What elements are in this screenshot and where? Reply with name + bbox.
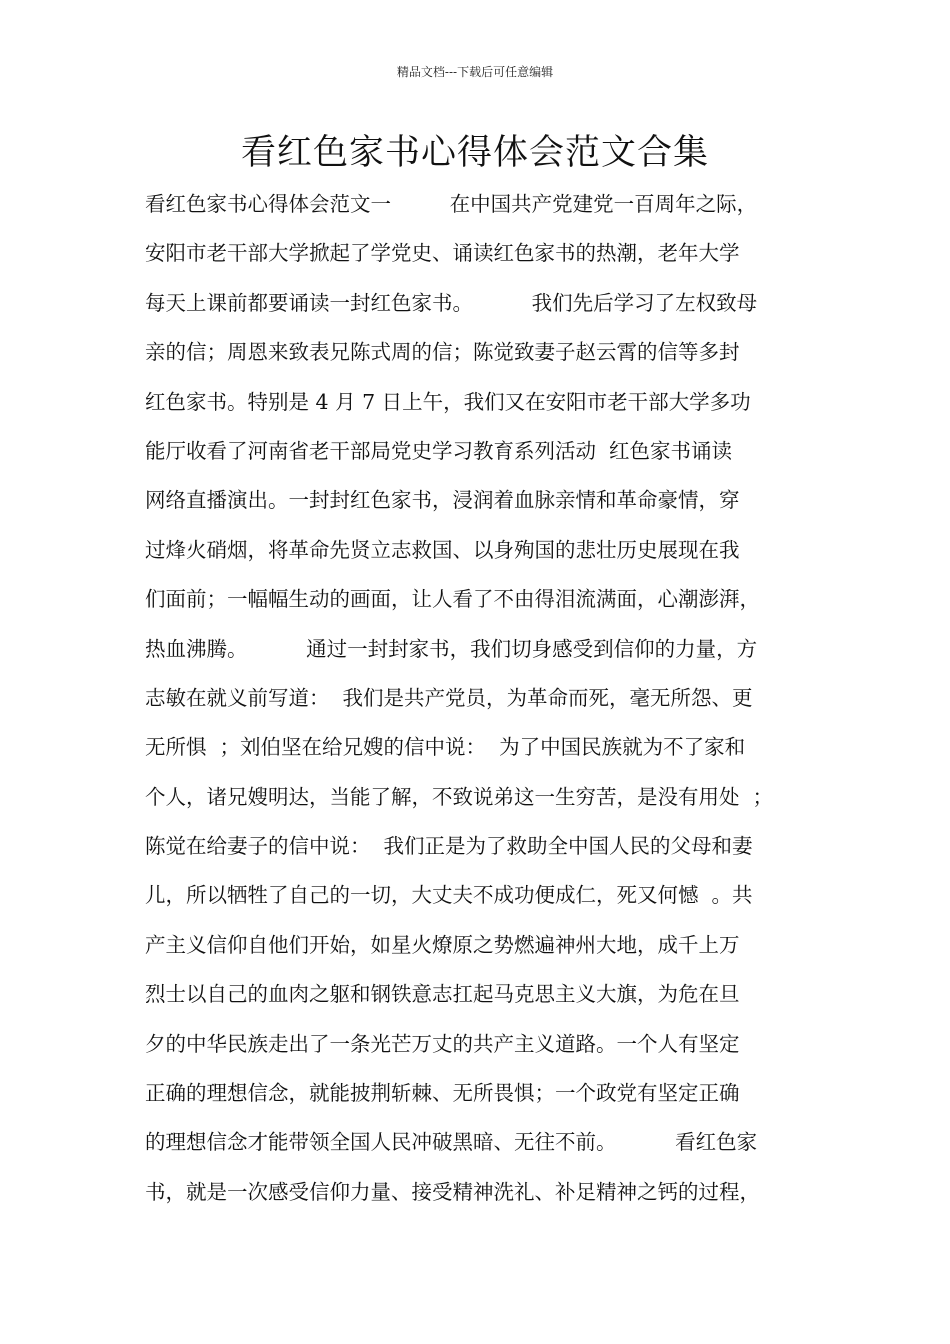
body-line: 个人，诸兄嫂明达，当能了解，不致说弟这一生穷苦，是没有用处 ； (145, 784, 774, 809)
body-line: 志敏在就义前写道： 我们是共产党员，为革命而死，毫无所怨、更 (145, 685, 753, 710)
body-line: 看红色家书心得体会范文一 在中国共产党建党一百周年之际， (145, 192, 758, 216)
body-line: 能厅收看了河南省老干部局党史学习教育系列活动 红色家书诵读 (145, 438, 733, 463)
body-line: 的理想信念才能带领全国人民冲破黑暗、无往不前。 看红色家 (145, 1130, 758, 1155)
body-line: 红色家书。特别是 4 月 7 日上午，我们又在安阳市老干部大学多功 (145, 389, 751, 414)
body-line: 每天上课前都要诵读一封红色家书。 我们先后学习了左权致母 (145, 290, 758, 315)
document-body (145, 180, 825, 1217)
body-line: 产主义信仰自他们开始，如星火燎原之势燃遍神州大地，成千上万 (145, 932, 740, 957)
body-line: 夕的中华民族走出了一条光芒万丈的共产主义道路。一个人有坚定 (145, 1031, 740, 1056)
page-header: 精品文档---下载后可任意编辑 (396, 65, 554, 79)
body-line: 无所惧 ；刘伯坚在给兄嫂的信中说： 为了中国民族就为不了家和 (145, 735, 746, 760)
body-line: 安阳市老干部大学掀起了学党史、诵读红色家书的热潮，老年大学 (145, 241, 740, 266)
body-line: 陈觉在给妻子的信中说： 我们正是为了救助全中国人民的父母和妻 (145, 834, 753, 859)
body-line: 正确的理想信念，就能披荆斩棘、无所畏惧；一个政党有坚定正确 (145, 1081, 740, 1106)
body-line: 们面前；一幅幅生动的画面，让人看了不由得泪流满面，心潮澎湃， (145, 587, 760, 612)
document-title: 看红色家书心得体会范文合集 (240, 133, 709, 173)
body-line: 过烽火硝烟，将革命先贤立志救国、以身殉国的悲壮历史展现在我 (145, 537, 740, 562)
body-line: 亲的信；周恩来致表兄陈式周的信；陈觉致妻子赵云霄的信等多封 (145, 340, 740, 365)
body-line: 网络直播演出。一封封红色家书，浸润着血脉亲情和革命豪情，穿 (145, 488, 740, 513)
body-line: 烈士以自己的血肉之躯和钢铁意志扛起马克思主义大旗，为危在旦 (145, 982, 740, 1007)
body-line: 儿，所以牺牲了自己的一切，大丈夫不成功便成仁，死又何憾 。共 (145, 883, 753, 908)
body-line: 热血沸腾。 通过一封封家书，我们切身感受到信仰的力量，方 (145, 636, 758, 661)
body-line: 书，就是一次感受信仰力量、接受精神洗礼、补足精神之钙的过程， (145, 1179, 760, 1204)
